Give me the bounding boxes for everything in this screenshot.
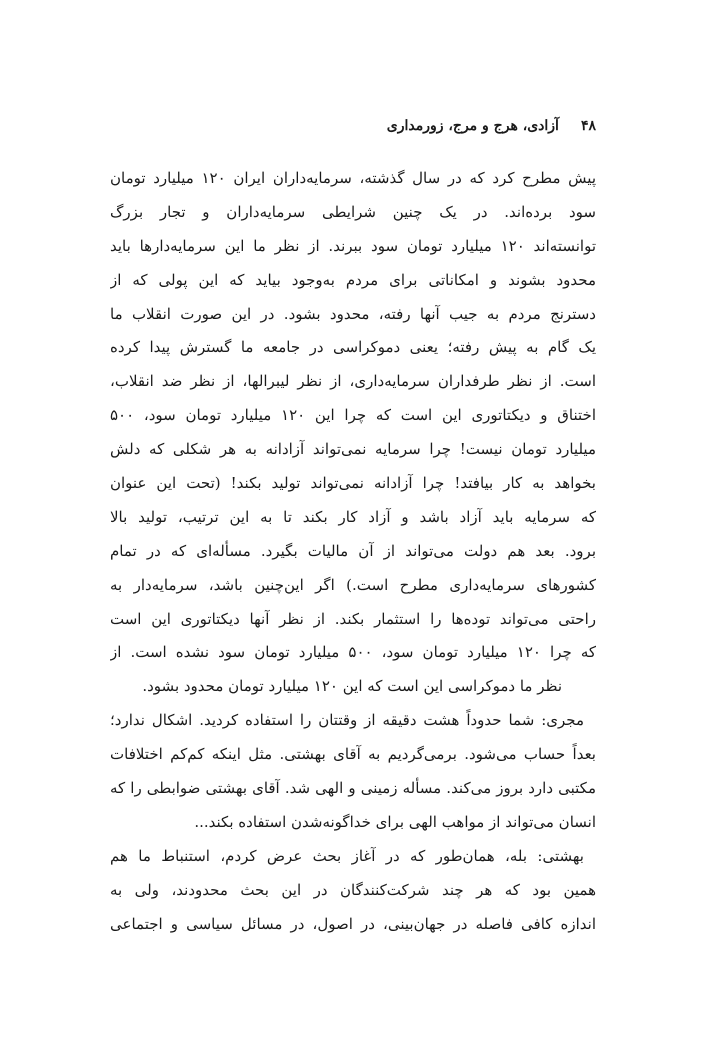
text-line: که چرا ۱۲۰ میلیارد تومان سود، ۵۰۰ میلیارد تومان سود نشده است. از bbox=[110, 643, 596, 662]
chapter-title: آزادی، هرج و مرج، زورمداری bbox=[386, 118, 559, 134]
text-line: همین بود که هر چند شرکت‌کنندگان در این بحث محدودند، ولی به bbox=[110, 880, 596, 899]
running-head bbox=[110, 118, 596, 134]
text-line: سود برده‌اند. در یک چنین شرایطی سرمایه‌داران و تجار بزرگ bbox=[110, 202, 596, 221]
text-line: نظر ما دموکراسی این است که این ۱۲۰ میلیارد تومان محدود بشود. bbox=[142, 677, 562, 696]
text-line: پیش مطرح کرد که در سال گذشته، سرمایه‌داران ایران ۱۲۰ میلیارد تومان bbox=[110, 169, 596, 187]
text-line: اختناق و دیکتاتوری این است که چرا این ۱۲۰ میلیارد تومان سود، ۵۰۰ bbox=[110, 406, 596, 425]
text-line: مجری: شما حدوداً هشت دقیقه از وقتتان را استفاده کردید. اشکال ندارد؛ bbox=[110, 711, 584, 730]
text-line: است. از نظر طرفداران سرمایه‌داری، از نظر لیبرالها، از نظر ضد انقلاب، bbox=[110, 372, 596, 391]
text-line: کشورهای سرمایه‌داری مطرح است.) اگر این‌چنین باشد، سرمایه‌دار به bbox=[110, 575, 596, 594]
text-line: که سرمایه باید آزاد باشد و آزاد کار بکند تا به این ترتیب، تولید بالا bbox=[110, 507, 596, 526]
text-line: بعداً حساب می‌شود. برمی‌گردیم به آقای بهشتی. مثل اینکه کم‌کم اختلافات bbox=[110, 745, 596, 764]
text-line: بهشتی: بله، همان‌طور که در آغاز بحث عرض کردم، استنباط ما هم bbox=[110, 846, 584, 865]
text-line: بخواهد به کار بیافتد! چرا آزادانه نمی‌تواند تولید بکند! (تحت این عنوان bbox=[110, 474, 596, 493]
text-line: محدود بشوند و امکاناتی برای مردم به‌وجود بیاید که این پولی که از bbox=[110, 270, 596, 289]
text-line: انسان می‌تواند از مواهب الهی برای خداگونه‌شدن استفاده بکند... bbox=[194, 812, 596, 831]
text-line: میلیارد تومان نیست! چرا سرمایه نمی‌تواند آزادانه به هر شکلی که دلش bbox=[110, 440, 596, 459]
text-line: مکتبی دارد بروز می‌کند. مسأله زمینی و الهی شد. آقای بهشتی ضوابطی را که bbox=[110, 779, 596, 798]
text-line: یک گام به پیش رفته؛ یعنی دموکراسی در جامعه ما گسترش پیدا کرده bbox=[110, 338, 596, 357]
page-number: ۴۸ bbox=[580, 118, 596, 134]
text-line: اندازه کافی فاصله در جهان‌بینی، در اصول، در مسائل سیاسی و اجتماعی bbox=[110, 914, 596, 933]
text-line: دسترنج مردم به جیب آنها رفته، محدود بشود. در این صورت انقلاب ما bbox=[110, 304, 596, 323]
body-text bbox=[110, 162, 596, 941]
text-line: توانسته‌اند ۱۲۰ میلیارد تومان سود ببرند. از نظر ما این سرمایه‌دارها باید bbox=[110, 236, 596, 255]
text-line: برود. بعد هم دولت می‌تواند از آن مالیات بگیرد. مسأله‌ای که در تمام bbox=[110, 541, 596, 560]
text-line: راحتی می‌تواند توده‌ها را استثمار بکند. از نظر آنها دیکتاتوری این است bbox=[110, 609, 596, 628]
